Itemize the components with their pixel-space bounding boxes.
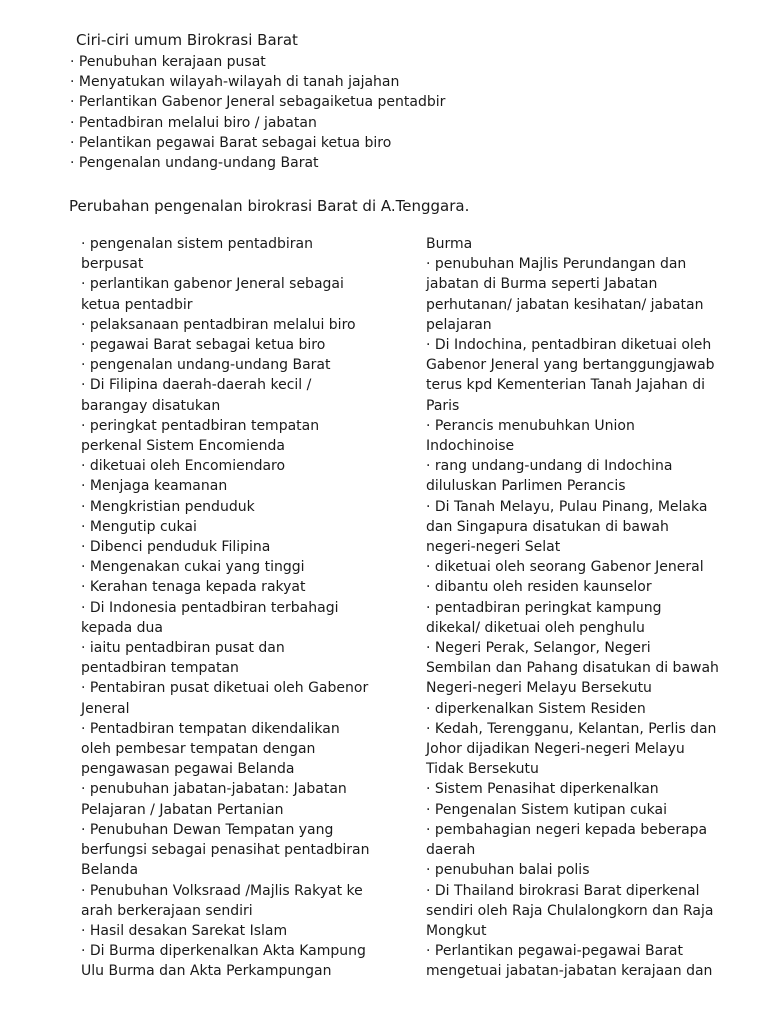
section2-heading: Perubahan pengenalan birokrasi Barat di A.Tenggara. [69, 197, 470, 215]
list-item: · Pelantikan pegawai Barat sebagai ketua biro [70, 134, 392, 151]
list-item: · Pengenalan undang-undang Barat [70, 155, 319, 172]
list-item: · Penubuhan kerajaan pusat [70, 54, 266, 70]
list-item: · Perlantikan Gabenor Jeneral sebagaiketua pentadbir [70, 94, 446, 111]
section1-list [70, 52, 445, 173]
right-column-text: Burma · penubuhan Majlis Perundangan dan jabatan di Burma seperti Jabatan perhutanan/ jabatan kesihatan/ jabatan pelajaran · Di Indochina, pentadbiran diketuai oleh Gabenor Jeneral yang bertanggungjawab terus kpd Kementerian Tanah Jajahan di Paris · Perancis menubuhkan Union Indochinoise · rang undang-undang di Indochina diluluskan Parlimen Perancis · Di Tanah Melayu, Pulau Pinang, Melaka dan Singapura disatukan di bawah negeri-negeri Selat · diketuai oleh seorang Gabenor Jeneral · dibantu oleh residen kaunselor · pentadbiran peringkat kampung dikekal/ diketuai oleh penghulu · Negeri Perak, Selangor, Negeri Sembilan dan Pahang disatukan di bawah Negeri-negeri Melayu Bersekutu · diperkenalkan Sistem Residen · Kedah, Terengganu, Kelantan, Perlis dan Johor dijadikan Negeri-negeri Melayu Tidak Bersekutu · Sistem Penasihat diperkenalkan · Pengenalan Sistem kutipan cukai · pembahagian negeri kepada beberapa daerah · penubuhan balai polis · Di Thailand birokrasi Barat diperkenal sendiri oleh Raja Chulalongkorn dan Raja Mongkut · Perlantikan pegawai-pegawai Barat mengetuai jabatan-jabatan kerajaan dan [426, 236, 719, 980]
section1-heading: Ciri-ciri umum Birokrasi Barat [76, 31, 298, 49]
list-item: · Pentadbiran melalui biro / jabatan [70, 114, 317, 131]
list-item: · Menyatukan wilayah-wilayah di tanah jajahan [70, 74, 400, 91]
left-column-text: · pengenalan sistem pentadbiran berpusat · perlantikan gabenor Jeneral sebagai ketua pentadbir · pelaksanaan pentadbiran melalui biro · pegawai Barat sebagai ketua biro · pengenalan undang-undang Barat · Di Filipina daerah-daerah kecil / barangay disatukan · peringkat pentadbiran tempatan perkenal Sistem Encomienda · diketuai oleh Encomiendaro · Menjaga keamanan · Mengkristian penduduk · Mengutip cukai · Dibenci penduduk Filipina · Mengenakan cukai yang tinggi · Kerahan tenaga kepada rakyat · Di Indonesia pentadbiran terbahagi kepada dua · iaitu pentadbiran pusat dan pentadbiran tempatan · Pentabiran pusat diketuai oleh Gabenor Jeneral · Pentadbiran tempatan dikendalikan oleh pembesar tempatan dengan pengawasan pegawai Belanda · penubuhan jabatan-jabatan: Jabatan Pelajaran / Jabatan Pertanian · Penubuhan Dewan Tempatan yang berfungsi sebagai penasihat pentadbiran Belanda · Penubuhan Volksraad /Majlis Rakyat ke arah berkerajaan sendiri · Hasil desakan Sarekat Islam · Di Burma diperkenalkan Akta Kampung Ulu Burma dan Akta Perkampungan [81, 236, 370, 980]
